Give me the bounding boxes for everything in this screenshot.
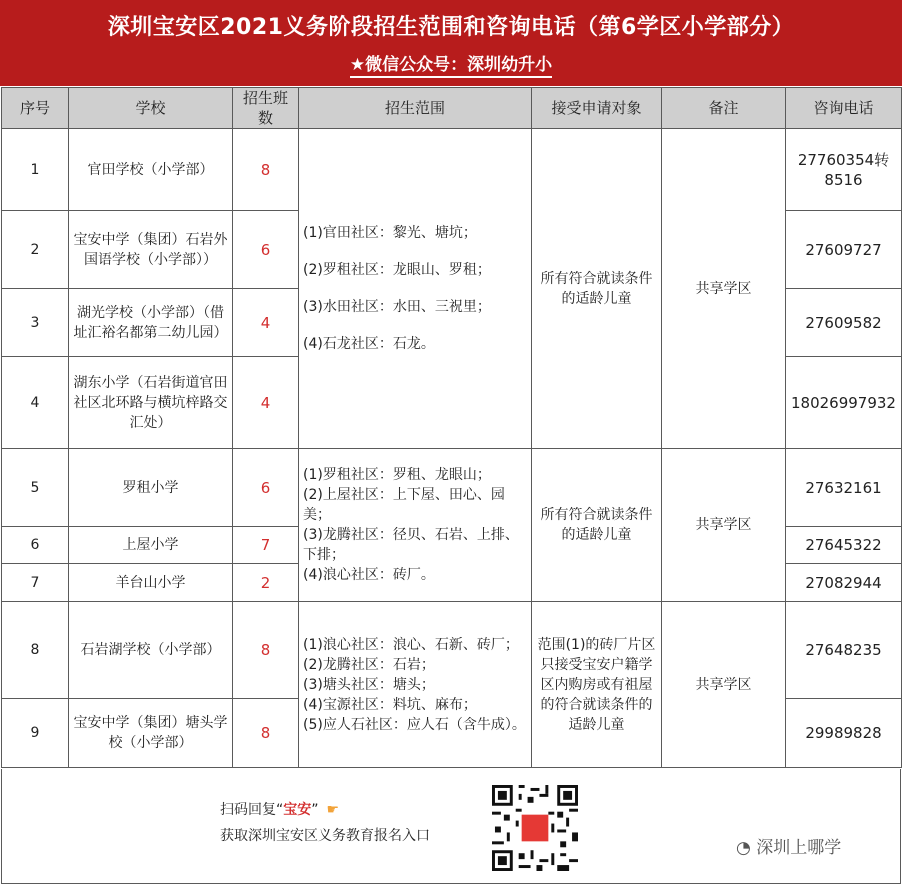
table-row <box>2 449 902 527</box>
col-header-classes: 招生班数 <box>233 88 299 129</box>
enrollment-range: (1)罗租社区：罗租、龙眼山； (2)上屋社区：上下屋、田心、园美； (3)龙腾社区：径贝、石岩、上排、下排； (4)浪心社区：砖厂。 <box>299 449 532 602</box>
row-no: 4 <box>2 357 69 449</box>
page-header <box>0 0 902 86</box>
phone-number: 18026997932 <box>786 357 902 449</box>
class-count: 8 <box>233 129 299 211</box>
note: 共享学区 <box>662 129 786 449</box>
class-count: 2 <box>233 564 299 602</box>
row-no: 7 <box>2 564 69 602</box>
scan-instruction: 扫码回复“宝安” ☛ <box>220 802 340 818</box>
keyword: 宝安 <box>283 802 312 818</box>
col-header-applicants: 接受申请对象 <box>532 88 662 129</box>
applicants: 范围(1)的砖厂片区只接受宝安户籍学区内购房或有祖屋的符合就读条件的适龄儿童 <box>532 602 662 768</box>
applicants: 所有符合就读条件的适龄儿童 <box>532 129 662 449</box>
col-header-range: 招生范围 <box>299 88 532 129</box>
page-subtitle: ★微信公众号：深圳幼升小 <box>350 55 552 78</box>
row-no: 5 <box>2 449 69 527</box>
row-no: 9 <box>2 699 69 768</box>
enrollment-range: (1)浪心社区：浪心、石新、砖厂； (2)龙腾社区：石岩； (3)塘头社区：塘头； (4)宝源社区：料坑、麻布； (5)应人石社区：应人石（含牛成）。 <box>299 602 532 768</box>
phone-number: 27632161 <box>786 449 902 527</box>
phone-number: 27760354转8516 <box>786 129 902 211</box>
account-badge: ◔ 深圳上哪学 <box>736 838 842 858</box>
school-name: 石岩湖学校（小学部） <box>69 602 233 699</box>
row-no: 3 <box>2 289 69 357</box>
pointing-hand-icon: ☛ <box>326 802 340 818</box>
col-header-phone: 咨询电话 <box>786 88 902 129</box>
note: 共享学区 <box>662 449 786 602</box>
row-no: 1 <box>2 129 69 211</box>
wechat-icon: ◔ <box>736 838 757 858</box>
school-name: 宝安中学（集团）塘头学校（小学部） <box>69 699 233 768</box>
school-name: 湖东小学（石岩街道官田社区北环路与横坑梓路交汇处） <box>69 357 233 449</box>
scan-purpose: 获取深圳宝安区义务教育报名入口 <box>220 828 430 844</box>
school-name: 湖光学校（小学部）（借址汇裕名都第二幼儿园） <box>69 289 233 357</box>
qr-code-icon[interactable] <box>492 785 578 871</box>
class-count: 8 <box>233 602 299 699</box>
phone-number: 27609582 <box>786 289 902 357</box>
col-header-note: 备注 <box>662 88 786 129</box>
phone-number: 27648235 <box>786 602 902 699</box>
school-name: 羊台山小学 <box>69 564 233 602</box>
class-count: 7 <box>233 527 299 564</box>
row-no: 2 <box>2 211 69 289</box>
enrollment-range: (1)官田社区：黎光、塘坑； (2)罗租社区：龙眼山、罗租； (3)水田社区：水田、三祝里； (4)石龙社区：石龙。 <box>299 129 532 449</box>
class-count: 4 <box>233 357 299 449</box>
enrollment-table <box>1 87 902 768</box>
footer <box>1 769 901 884</box>
note: 共享学区 <box>662 602 786 768</box>
row-no: 6 <box>2 527 69 564</box>
school-name: 罗租小学 <box>69 449 233 527</box>
phone-number: 27645322 <box>786 527 902 564</box>
table-row <box>2 129 902 211</box>
class-count: 4 <box>233 289 299 357</box>
class-count: 8 <box>233 699 299 768</box>
applicants: 所有符合就读条件的适龄儿童 <box>532 449 662 602</box>
row-no: 8 <box>2 602 69 699</box>
school-name: 宝安中学（集团）石岩外国语学校（小学部）） <box>69 211 233 289</box>
school-name: 官田学校（小学部） <box>69 129 233 211</box>
phone-number: 27082944 <box>786 564 902 602</box>
phone-number: 29989828 <box>786 699 902 768</box>
col-header-no: 序号 <box>2 88 69 129</box>
phone-number: 27609727 <box>786 211 902 289</box>
page-title: 深圳宝安区2021义务阶段招生范围和咨询电话（第6学区小学部分） <box>107 15 795 40</box>
col-header-school: 学校 <box>69 88 233 129</box>
table-header-row <box>2 88 902 129</box>
school-name: 上屋小学 <box>69 527 233 564</box>
class-count: 6 <box>233 211 299 289</box>
class-count: 6 <box>233 449 299 527</box>
table-row <box>2 602 902 699</box>
